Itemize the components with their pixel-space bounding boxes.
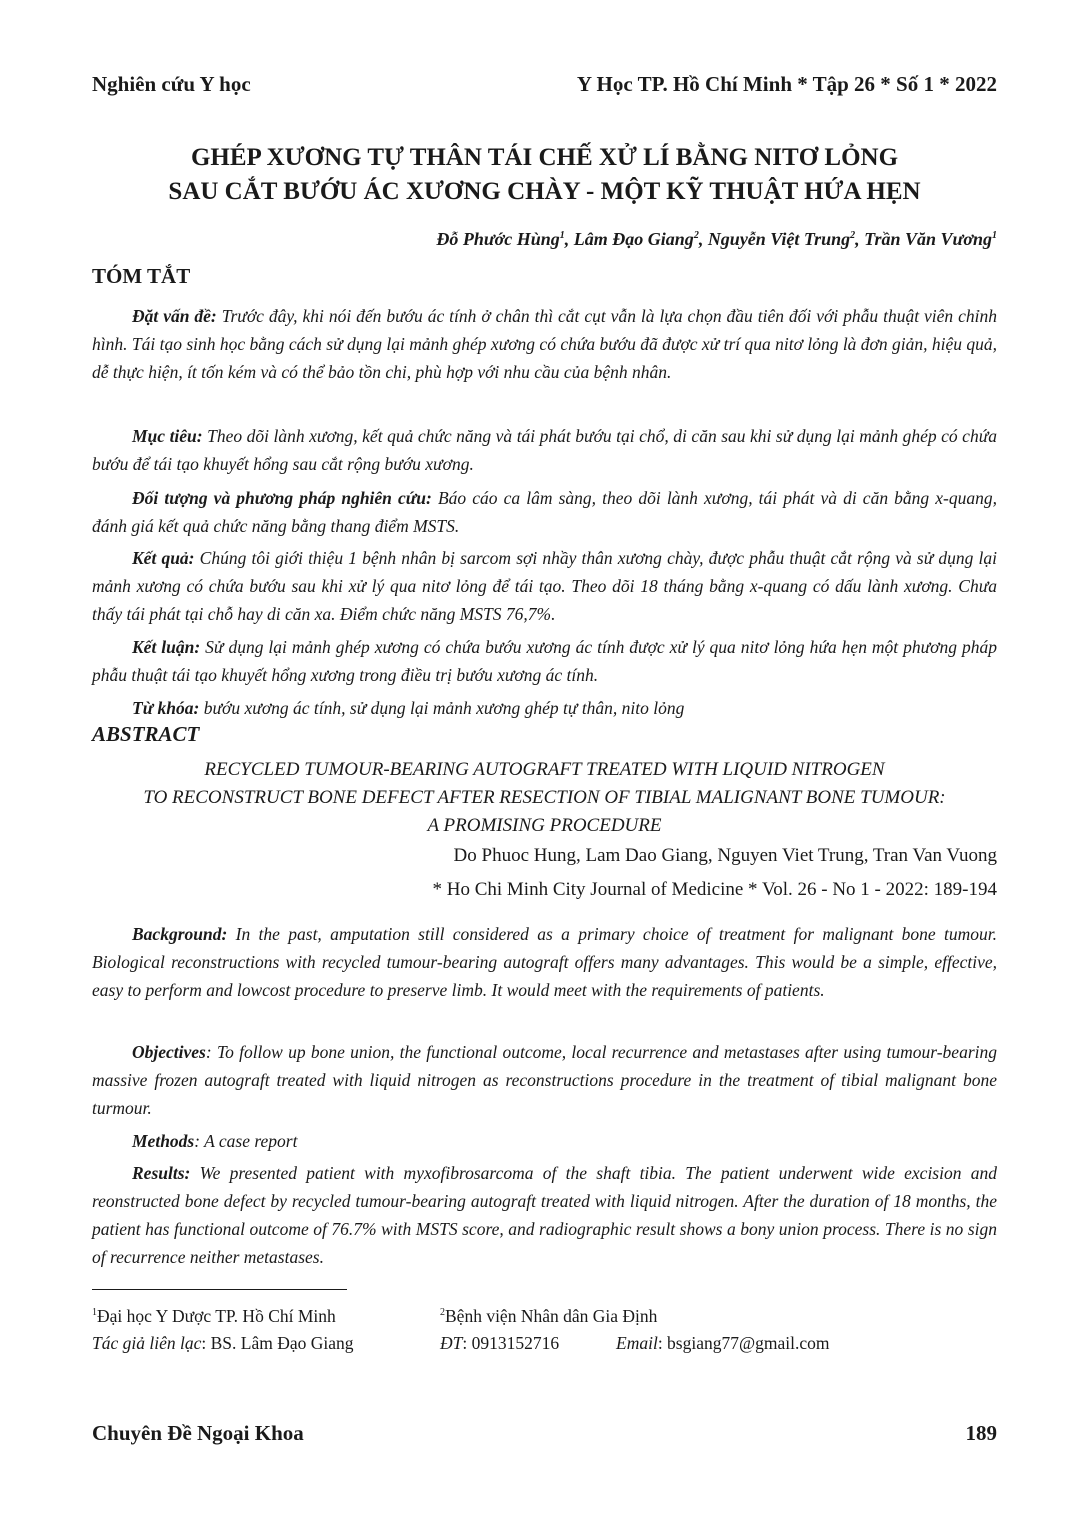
title-line-1: GHÉP XƯƠNG TỰ THÂN TÁI CHẾ XỬ LÍ BẰNG NITƠ LỎNG [190, 144, 899, 171]
running-header-left: Nghiên cứu Y học [92, 72, 251, 96]
footnote-affiliation-1 [92, 1306, 336, 1327]
author-name: Trần Văn Vương [864, 229, 992, 249]
affiliation-text: Bệnh viện Nhân dân Gia Định [445, 1306, 658, 1326]
summary-keywords [92, 694, 997, 722]
section-text: We presented patient with myxofibrosarcoma of the shaft tibia. The patient underwent wide excision and reonstructed bone defect by recycled tumour-bearing autograft treated with liquid nitrogen. After the duration of 18 months, the patient has functional outcome of 76.7% with MSTS score, and radiographic result shows a bony union process. There is no sign of recurrence neither metastases. [92, 1162, 997, 1267]
footnote-affiliation-2 [440, 1306, 657, 1327]
affiliation-text: Đại học Y Dược TP. Hồ Chí Minh [97, 1306, 336, 1326]
section-label: Kết quả: [132, 547, 195, 568]
footnote-phone [440, 1333, 559, 1354]
email-address: : bsgiang77@gmail.com [657, 1333, 830, 1353]
section-label: Results: [132, 1162, 191, 1183]
author-affiliation-mark: 1 [559, 230, 565, 241]
section-label: Background: [132, 923, 228, 944]
section-text: In the past, amputation still considered as a primary choice of treatment for malignant bone tumour. Biological reconstructions with recycled tumour-bearing autograft offers many advantages. This would be a simple, effective, easy to perform and lowcost procedure to preserve limb. It would meet with the requirements of patients. [92, 923, 998, 1000]
author-affiliation-mark: 1 [992, 230, 997, 241]
abstract-title-line-1: RECYCLED TUMOUR-BEARING AUTOGRAFT TREATED WITH LIQUID NITROGEN [204, 759, 885, 780]
author-name: Lâm Đạo Giang [573, 229, 694, 249]
section-text: : To follow up bone union, the functional outcome, local recurrence and metastases after using tumour-bearing massive frozen autograft treated with liquid nitrogen as reconstructions procedure in the treatment of tibial malignant bone turmour. [92, 1041, 997, 1118]
abstract-title-line-3: A PROMISING PROCEDURE [427, 815, 662, 836]
section-label: Mục tiêu: [132, 425, 203, 446]
abstract-results [92, 1159, 997, 1271]
section-text: : A case report [194, 1130, 298, 1151]
section-label: Đặt vấn đề: [132, 305, 217, 326]
summary-background [92, 302, 997, 386]
summary-methods [92, 484, 997, 540]
author-name: Đỗ Phước Hùng [436, 229, 560, 249]
footnote-divider [92, 1289, 347, 1290]
section-label: Đối tượng và phương pháp nghiên cứu: [132, 487, 432, 508]
page-number: 189 [965, 1421, 997, 1445]
running-footer-left: Chuyên Đề Ngoại Khoa [92, 1421, 304, 1445]
abstract-title [92, 756, 997, 840]
contact-label: Tác giả liên lạc [92, 1333, 202, 1353]
article-title [92, 141, 997, 209]
section-label: Từ khóa: [132, 697, 200, 718]
journal-citation: * Ho Chi Minh City Journal of Medicine * Vol. 26 - No 1 - 2022: 189-194 [432, 879, 997, 900]
abstract-heading: ABSTRACT [92, 722, 200, 746]
author-list-vi: Đỗ Phước Hùng$^1$, Lâm Đạo Giang$^2$, Nguyễn Việt Trung$^2$, Trần Văn Vương$^1$ [436, 229, 997, 249]
abstract-background [92, 920, 997, 1004]
abstract-title-line-2: TO RECONSTRUCT BONE DEFECT AFTER RESECTION OF TIBIAL MALIGNANT BONE TUMOUR: [143, 787, 946, 808]
phone-number: : 0913152716 [462, 1333, 560, 1353]
title-line-2: SAU CẮT BƯỚU ÁC XƯƠNG CHÀY - MỘT KỸ THUẬT HỨA HẸN [168, 178, 921, 205]
author-affiliation-mark: 2 [850, 230, 856, 241]
summary-objective [92, 422, 997, 478]
section-text: Chúng tôi giới thiệu 1 bệnh nhân bị sarcom sợi nhầy thân xương chày, được phẫu thuật cắt rộng và sử dụng lại mảnh xương có chứa bướu sau khi xử lý qua nitơ lỏng để tái tạo. Theo dõi 18 tháng bằng x-quang có dấu lành xương. Chưa thấy tái phát tại chỗ hay di căn xa. Điểm chức năng MSTS 76,7%. [92, 547, 998, 624]
summary-conclusion [92, 633, 997, 689]
section-text: Trước đây, khi nói đến bướu ác tính ở chân thì cắt cụt vẫn là lựa chọn đầu tiên đối với phẫu thuật viên chỉnh hình. Tái tạo sinh học bằng cách sử dụng lại mảnh ghép xương có chứa bướu đã được xử trí qua nitơ lỏng là đơn giản, hiệu quả, dễ thực hiện, ít tốn kém và có thể bảo tồn chi, phù hợp với nhu cầu của bệnh nhân. [92, 305, 998, 382]
abstract-methods [92, 1127, 997, 1155]
running-header-right: Y Học TP. Hồ Chí Minh * Tập 26 * Số 1 * 2022 [576, 72, 997, 96]
affiliation-mark: 1 [92, 1307, 97, 1319]
section-label: Objectives [132, 1041, 206, 1062]
author-name: Nguyễn Việt Trung [707, 229, 851, 249]
footnote-email [616, 1333, 829, 1354]
section-label: Kết luận: [132, 636, 201, 657]
summary-results [92, 544, 997, 628]
email-label: Email [616, 1333, 658, 1353]
footnote-contact [92, 1333, 354, 1354]
contact-name: : BS. Lâm Đạo Giang [201, 1333, 354, 1353]
summary-heading: TÓM TẮT [92, 264, 191, 288]
section-text: bướu xương ác tính, sử dụng lại mảnh xương ghép tự thân, nito lỏng [203, 697, 685, 718]
section-text: Báo cáo ca lâm sàng, theo dõi lành xương, tái phát và di căn bằng x-quang, đánh giá kết quả chức năng bằng thang điểm MSTS. [92, 487, 997, 536]
author-affiliation-mark: 2 [693, 230, 699, 241]
abstract-objectives [92, 1038, 997, 1122]
section-label: Methods [132, 1130, 195, 1151]
section-text: Theo dõi lành xương, kết quả chức năng và tái phát bướu tại chổ, di căn sau khi sử dụng lại mảnh ghép có chứa bướu để tái tạo khuyết hổng sau cắt rộng bướu xương. [92, 425, 997, 474]
affiliation-mark: 2 [440, 1307, 445, 1319]
phone-label: ĐT [440, 1333, 463, 1353]
author-list-en: Do Phuoc Hung, Lam Dao Giang, Nguyen Viet Trung, Tran Van Vuong [453, 845, 997, 866]
section-text: Sử dụng lại mảnh ghép xương có chứa bướu xương ác tính được xử lý qua nitơ lỏng hứa hẹn một phương pháp phẫu thuật tái tạo khuyết hổng xương trong điều trị bướu xương ác tính. [92, 636, 997, 685]
